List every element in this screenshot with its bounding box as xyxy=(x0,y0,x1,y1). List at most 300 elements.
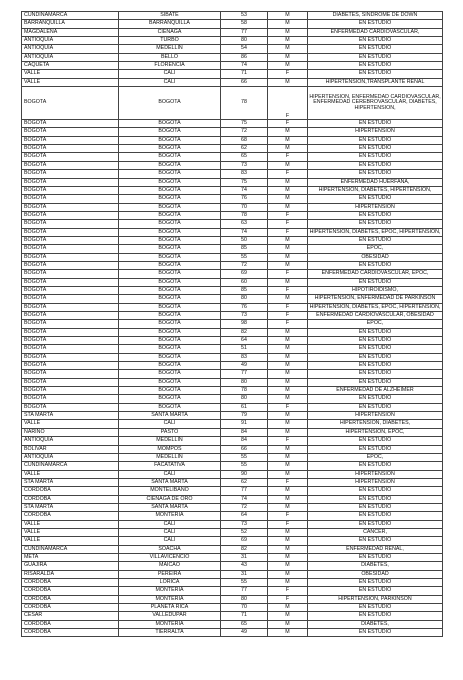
department-cell: VALLE xyxy=(22,537,119,545)
municipality-cell: BOGOTA xyxy=(119,395,221,403)
department-cell: BOGOTA xyxy=(22,186,119,194)
department-cell: VALLE xyxy=(22,528,119,536)
department-cell: ANTIOQUIA xyxy=(22,453,119,461)
department-cell: BOGOTA xyxy=(22,328,119,336)
table-row xyxy=(22,186,443,194)
department-cell: CAQUETA xyxy=(22,62,119,70)
department-cell: META xyxy=(22,553,119,561)
table-row xyxy=(22,587,443,595)
condition-cell: EN ESTUDIO xyxy=(308,70,443,78)
condition-cell: ENFERMEDAD CARDIOVASCULAR, OBESIDAD xyxy=(308,312,443,320)
age-cell: 60 xyxy=(221,278,268,286)
sex-cell: M xyxy=(268,387,308,395)
sex-cell: F xyxy=(268,595,308,603)
sex-cell: M xyxy=(268,445,308,453)
sex-cell: F xyxy=(268,478,308,486)
sex-cell: F xyxy=(268,512,308,520)
condition-cell: HIPERTENSION, DIABETES, HIPERTENSION, xyxy=(308,186,443,194)
condition-cell: HIPERTENSION xyxy=(308,203,443,211)
department-cell: BOGOTA xyxy=(22,345,119,353)
age-cell: 53 xyxy=(221,12,268,20)
department-cell: CORDOBA xyxy=(22,620,119,628)
department-cell: BOGOTA xyxy=(22,178,119,186)
age-cell: 63 xyxy=(221,220,268,228)
sex-cell: M xyxy=(268,420,308,428)
condition-cell: EN ESTUDIO xyxy=(308,378,443,386)
table-row xyxy=(22,20,443,28)
department-cell: CUNDINAMARCA xyxy=(22,462,119,470)
condition-cell: EN ESTUDIO xyxy=(308,579,443,587)
condition-cell: EN ESTUDIO xyxy=(308,604,443,612)
municipality-cell: BOGOTA xyxy=(119,387,221,395)
cases-table-body xyxy=(22,12,443,637)
condition-cell: EN ESTUDIO xyxy=(308,437,443,445)
table-row xyxy=(22,203,443,211)
sex-cell: F xyxy=(268,303,308,311)
table-row xyxy=(22,420,443,428)
department-cell: ANTIOQUIA xyxy=(22,53,119,61)
sex-cell: M xyxy=(268,545,308,553)
table-row xyxy=(22,545,443,553)
municipality-cell: FLORENCIA xyxy=(119,62,221,70)
table-row xyxy=(22,403,443,411)
age-cell: 69 xyxy=(221,270,268,278)
municipality-cell: SANTA MARTA xyxy=(119,503,221,511)
department-cell: CORDOBA xyxy=(22,595,119,603)
municipality-cell: PLANETA RICA xyxy=(119,604,221,612)
condition-cell: EN ESTUDIO xyxy=(308,62,443,70)
sex-cell: F xyxy=(268,153,308,161)
department-cell: CORDOBA xyxy=(22,587,119,595)
condition-cell: EPOC, xyxy=(308,453,443,461)
department-cell: BOGOTA xyxy=(22,337,119,345)
age-cell: 72 xyxy=(221,128,268,136)
sex-cell: M xyxy=(268,261,308,269)
condition-cell: HIPERTENSION, EPOC, xyxy=(308,428,443,436)
municipality-cell: SANTA MARTA xyxy=(119,412,221,420)
condition-cell: EN ESTUDIO xyxy=(308,145,443,153)
age-cell: 80 xyxy=(221,37,268,45)
age-cell: 75 xyxy=(221,178,268,186)
municipality-cell: BOGOTA xyxy=(119,362,221,370)
municipality-cell: BOGOTA xyxy=(119,128,221,136)
department-cell: CORDOBA xyxy=(22,495,119,503)
condition-cell: DIABETES, SINDROME DE DOWN xyxy=(308,12,443,20)
table-row xyxy=(22,178,443,186)
sex-cell: F xyxy=(268,228,308,236)
condition-cell: ENFERMEDAD DE ALZHEIMER xyxy=(308,387,443,395)
municipality-cell: CALI xyxy=(119,78,221,86)
department-cell: CORDOBA xyxy=(22,629,119,637)
sex-cell: F xyxy=(268,220,308,228)
department-cell: BOGOTA xyxy=(22,203,119,211)
municipality-cell: BOGOTA xyxy=(119,145,221,153)
sex-cell: M xyxy=(268,337,308,345)
condition-cell: EN ESTUDIO xyxy=(308,195,443,203)
table-row xyxy=(22,195,443,203)
department-cell: BOGOTA xyxy=(22,211,119,219)
condition-cell: EN ESTUDIO xyxy=(308,53,443,61)
age-cell: 68 xyxy=(221,136,268,144)
condition-cell: EPOC, xyxy=(308,245,443,253)
table-row xyxy=(22,328,443,336)
age-cell: 84 xyxy=(221,428,268,436)
age-cell: 86 xyxy=(221,53,268,61)
condition-cell: HIPERTENSION, ENFERMEDAD DE PARKINSON xyxy=(308,295,443,303)
age-cell: 69 xyxy=(221,537,268,545)
municipality-cell: CALI xyxy=(119,470,221,478)
table-row xyxy=(22,161,443,169)
municipality-cell: MAICAO xyxy=(119,562,221,570)
age-cell: 90 xyxy=(221,470,268,478)
municipality-cell: BOGOTA xyxy=(119,161,221,169)
sex-cell: M xyxy=(268,195,308,203)
sex-cell: F xyxy=(268,312,308,320)
department-cell: BOGOTA xyxy=(22,220,119,228)
condition-cell: EN ESTUDIO xyxy=(308,403,443,411)
table-row xyxy=(22,629,443,637)
municipality-cell: BOGOTA xyxy=(119,87,221,120)
department-cell: STA MARTA xyxy=(22,412,119,420)
sex-cell: F xyxy=(268,320,308,328)
municipality-cell: FACATATIVA xyxy=(119,462,221,470)
table-row xyxy=(22,478,443,486)
department-cell: BOGOTA xyxy=(22,286,119,294)
table-row xyxy=(22,70,443,78)
table-row xyxy=(22,562,443,570)
municipality-cell: BOGOTA xyxy=(119,278,221,286)
department-cell: BARRANQUILLA xyxy=(22,20,119,28)
municipality-cell: BOGOTA xyxy=(119,295,221,303)
age-cell: 79 xyxy=(221,412,268,420)
department-cell: BOGOTA xyxy=(22,228,119,236)
department-cell: BOGOTA xyxy=(22,253,119,261)
table-row xyxy=(22,570,443,578)
municipality-cell: SOACHA xyxy=(119,545,221,553)
condition-cell: EN ESTUDIO xyxy=(308,537,443,545)
sex-cell: M xyxy=(268,178,308,186)
sex-cell: M xyxy=(268,328,308,336)
department-cell: BOGOTA xyxy=(22,395,119,403)
municipality-cell: VALLEDUPAR xyxy=(119,612,221,620)
department-cell: BOGOTA xyxy=(22,120,119,128)
age-cell: 76 xyxy=(221,195,268,203)
table-row xyxy=(22,512,443,520)
age-cell: 70 xyxy=(221,604,268,612)
municipality-cell: BOGOTA xyxy=(119,286,221,294)
age-cell: 54 xyxy=(221,45,268,53)
age-cell: 74 xyxy=(221,228,268,236)
municipality-cell: CALI xyxy=(119,537,221,545)
condition-cell: EPOC, xyxy=(308,320,443,328)
condition-cell: EN ESTUDIO xyxy=(308,612,443,620)
municipality-cell: BOGOTA xyxy=(119,303,221,311)
age-cell: 80 xyxy=(221,595,268,603)
table-row xyxy=(22,378,443,386)
table-row xyxy=(22,387,443,395)
department-cell: BOGOTA xyxy=(22,136,119,144)
table-row xyxy=(22,537,443,545)
sex-cell: M xyxy=(268,136,308,144)
table-row xyxy=(22,312,443,320)
age-cell: 49 xyxy=(221,629,268,637)
table-row xyxy=(22,353,443,361)
table-row xyxy=(22,45,443,53)
age-cell: 82 xyxy=(221,328,268,336)
sex-cell: M xyxy=(268,579,308,587)
department-cell: BOLIVAR xyxy=(22,445,119,453)
sex-cell: M xyxy=(268,612,308,620)
sex-cell: M xyxy=(268,562,308,570)
age-cell: 52 xyxy=(221,528,268,536)
department-cell: BOGOTA xyxy=(22,153,119,161)
sex-cell: M xyxy=(268,53,308,61)
table-row xyxy=(22,595,443,603)
age-cell: 65 xyxy=(221,153,268,161)
municipality-cell: BOGOTA xyxy=(119,312,221,320)
table-row xyxy=(22,320,443,328)
table-row xyxy=(22,145,443,153)
sex-cell: M xyxy=(268,203,308,211)
sex-cell: M xyxy=(268,278,308,286)
department-cell: GUAJIRA xyxy=(22,562,119,570)
age-cell: 71 xyxy=(221,612,268,620)
municipality-cell: BOGOTA xyxy=(119,353,221,361)
municipality-cell: BOGOTA xyxy=(119,337,221,345)
condition-cell: ENFERMEDAD HUERFANA, xyxy=(308,178,443,186)
municipality-cell: PASTO xyxy=(119,428,221,436)
age-cell: 78 xyxy=(221,211,268,219)
department-cell: BOGOTA xyxy=(22,378,119,386)
age-cell: 91 xyxy=(221,420,268,428)
condition-cell: HIPERTENSION, DIABETES, EPOC, HIPERTENSION, xyxy=(308,228,443,236)
condition-cell: EN ESTUDIO xyxy=(308,337,443,345)
age-cell: 84 xyxy=(221,437,268,445)
sex-cell: F xyxy=(268,587,308,595)
table-row xyxy=(22,579,443,587)
condition-cell: HIPERTENSION xyxy=(308,470,443,478)
department-cell: ANTIOQUIA xyxy=(22,37,119,45)
age-cell: 75 xyxy=(221,120,268,128)
condition-cell: OBESIDAD xyxy=(308,253,443,261)
age-cell: 55 xyxy=(221,462,268,470)
table-row xyxy=(22,37,443,45)
age-cell: 51 xyxy=(221,345,268,353)
condition-cell: EN ESTUDIO xyxy=(308,345,443,353)
table-row xyxy=(22,528,443,536)
condition-cell: EN ESTUDIO xyxy=(308,512,443,520)
department-cell: BOGOTA xyxy=(22,353,119,361)
sex-cell: M xyxy=(268,45,308,53)
sex-cell: M xyxy=(268,453,308,461)
municipality-cell: MEDELLIN xyxy=(119,453,221,461)
age-cell: 64 xyxy=(221,337,268,345)
condition-cell: EN ESTUDIO xyxy=(308,362,443,370)
condition-cell: EN ESTUDIO xyxy=(308,37,443,45)
sex-cell: M xyxy=(268,345,308,353)
age-cell: 43 xyxy=(221,562,268,570)
department-cell: CESAR xyxy=(22,612,119,620)
sex-cell: M xyxy=(268,295,308,303)
department-cell: VALLE xyxy=(22,78,119,86)
sex-cell: M xyxy=(268,537,308,545)
department-cell: BOGOTA xyxy=(22,195,119,203)
sex-cell: M xyxy=(268,620,308,628)
department-cell: ANTIOQUIA xyxy=(22,45,119,53)
table-row xyxy=(22,620,443,628)
table-row xyxy=(22,412,443,420)
sex-cell: F xyxy=(268,286,308,294)
department-cell: BOGOTA xyxy=(22,362,119,370)
department-cell: BOGOTA xyxy=(22,87,119,120)
condition-cell: HIPERTENSION,TRANSPLANTE RENAL xyxy=(308,78,443,86)
sex-cell: M xyxy=(268,161,308,169)
age-cell: 72 xyxy=(221,261,268,269)
table-row xyxy=(22,337,443,345)
age-cell: 58 xyxy=(221,20,268,28)
table-row xyxy=(22,520,443,528)
condition-cell: EN ESTUDIO xyxy=(308,395,443,403)
condition-cell: EN ESTUDIO xyxy=(308,629,443,637)
municipality-cell: SIBATE xyxy=(119,12,221,20)
table-row xyxy=(22,437,443,445)
table-row xyxy=(22,345,443,353)
table-row xyxy=(22,253,443,261)
table-row xyxy=(22,395,443,403)
age-cell: 78 xyxy=(221,387,268,395)
department-cell: BOGOTA xyxy=(22,236,119,244)
age-cell: 73 xyxy=(221,161,268,169)
sex-cell: F xyxy=(268,403,308,411)
condition-cell: EN ESTUDIO xyxy=(308,462,443,470)
sex-cell: F xyxy=(268,70,308,78)
municipality-cell: BARRANQUILLA xyxy=(119,20,221,28)
department-cell: BOGOTA xyxy=(22,403,119,411)
department-cell: BOGOTA xyxy=(22,270,119,278)
department-cell: BOGOTA xyxy=(22,161,119,169)
municipality-cell: BOGOTA xyxy=(119,270,221,278)
table-row xyxy=(22,462,443,470)
table-row xyxy=(22,428,443,436)
department-cell: BOGOTA xyxy=(22,170,119,178)
sex-cell: M xyxy=(268,412,308,420)
condition-cell: EN ESTUDIO xyxy=(308,520,443,528)
table-row xyxy=(22,286,443,294)
municipality-cell: BOGOTA xyxy=(119,136,221,144)
municipality-cell: BOGOTA xyxy=(119,178,221,186)
condition-cell: HIPERTENSION, PARKINSON xyxy=(308,595,443,603)
table-row xyxy=(22,220,443,228)
municipality-cell: BOGOTA xyxy=(119,220,221,228)
department-cell: BOGOTA xyxy=(22,370,119,378)
condition-cell: EN ESTUDIO xyxy=(308,328,443,336)
age-cell: 76 xyxy=(221,303,268,311)
age-cell: 85 xyxy=(221,286,268,294)
department-cell: VALLE xyxy=(22,470,119,478)
age-cell: 65 xyxy=(221,620,268,628)
sex-cell: M xyxy=(268,37,308,45)
municipality-cell: BOGOTA xyxy=(119,211,221,219)
age-cell: 83 xyxy=(221,170,268,178)
condition-cell: CANCER, xyxy=(308,528,443,536)
table-row xyxy=(22,28,443,36)
sex-cell: M xyxy=(268,495,308,503)
age-cell: 80 xyxy=(221,378,268,386)
sex-cell: F xyxy=(268,520,308,528)
condition-cell: EN ESTUDIO xyxy=(308,153,443,161)
age-cell: 77 xyxy=(221,587,268,595)
department-cell: VALLE xyxy=(22,420,119,428)
sex-cell: F xyxy=(268,120,308,128)
condition-cell: HIPERTENSION xyxy=(308,478,443,486)
table-row xyxy=(22,604,443,612)
condition-cell: EN ESTUDIO xyxy=(308,370,443,378)
municipality-cell: BOGOTA xyxy=(119,320,221,328)
age-cell: 64 xyxy=(221,512,268,520)
department-cell: VALLE xyxy=(22,70,119,78)
municipality-cell: BOGOTA xyxy=(119,203,221,211)
condition-cell: EN ESTUDIO xyxy=(308,553,443,561)
sex-cell: M xyxy=(268,428,308,436)
municipality-cell: BOGOTA xyxy=(119,345,221,353)
table-row xyxy=(22,128,443,136)
municipality-cell: MONTERIA xyxy=(119,620,221,628)
municipality-cell: BOGOTA xyxy=(119,153,221,161)
department-cell: CUNDINAMARCA xyxy=(22,545,119,553)
table-row xyxy=(22,295,443,303)
age-cell: 73 xyxy=(221,312,268,320)
table-row xyxy=(22,612,443,620)
table-row xyxy=(22,445,443,453)
age-cell: 77 xyxy=(221,28,268,36)
table-row xyxy=(22,503,443,511)
department-cell: CORDOBA xyxy=(22,512,119,520)
sex-cell: M xyxy=(268,378,308,386)
department-cell: BOGOTA xyxy=(22,312,119,320)
condition-cell: ENFERMEDAD RENAL, xyxy=(308,545,443,553)
condition-cell: EN ESTUDIO xyxy=(308,45,443,53)
age-cell: 72 xyxy=(221,503,268,511)
sex-cell: M xyxy=(268,487,308,495)
municipality-cell: BOGOTA xyxy=(119,170,221,178)
condition-cell: ENFERMEDAD CARDIOVASCULAR, xyxy=(308,28,443,36)
municipality-cell: BOGOTA xyxy=(119,378,221,386)
age-cell: 62 xyxy=(221,145,268,153)
condition-cell: OBESIDAD xyxy=(308,570,443,578)
municipality-cell: BOGOTA xyxy=(119,195,221,203)
table-row xyxy=(22,228,443,236)
municipality-cell: LORICA xyxy=(119,579,221,587)
table-row xyxy=(22,236,443,244)
department-cell: BOGOTA xyxy=(22,320,119,328)
department-cell: CORDOBA xyxy=(22,487,119,495)
age-cell: 74 xyxy=(221,495,268,503)
sex-cell: M xyxy=(268,570,308,578)
condition-cell: EN ESTUDIO xyxy=(308,161,443,169)
table-row xyxy=(22,453,443,461)
sex-cell: F xyxy=(268,87,308,120)
sex-cell: F xyxy=(268,270,308,278)
condition-cell: EN ESTUDIO xyxy=(308,170,443,178)
table-row xyxy=(22,62,443,70)
municipality-cell: PEREIRA xyxy=(119,570,221,578)
condition-cell: HIPERTENSION, ENFERMEDAD CARDIOVASCULAR, ENFERMEDAD CEREBROVASCULAR, DIABETES, HIPERTENSION, xyxy=(308,87,443,120)
department-cell: ANTIOQUIA xyxy=(22,437,119,445)
sex-cell: M xyxy=(268,245,308,253)
municipality-cell: BOGOTA xyxy=(119,120,221,128)
table-row xyxy=(22,245,443,253)
department-cell: CUNDINAMARCA xyxy=(22,12,119,20)
